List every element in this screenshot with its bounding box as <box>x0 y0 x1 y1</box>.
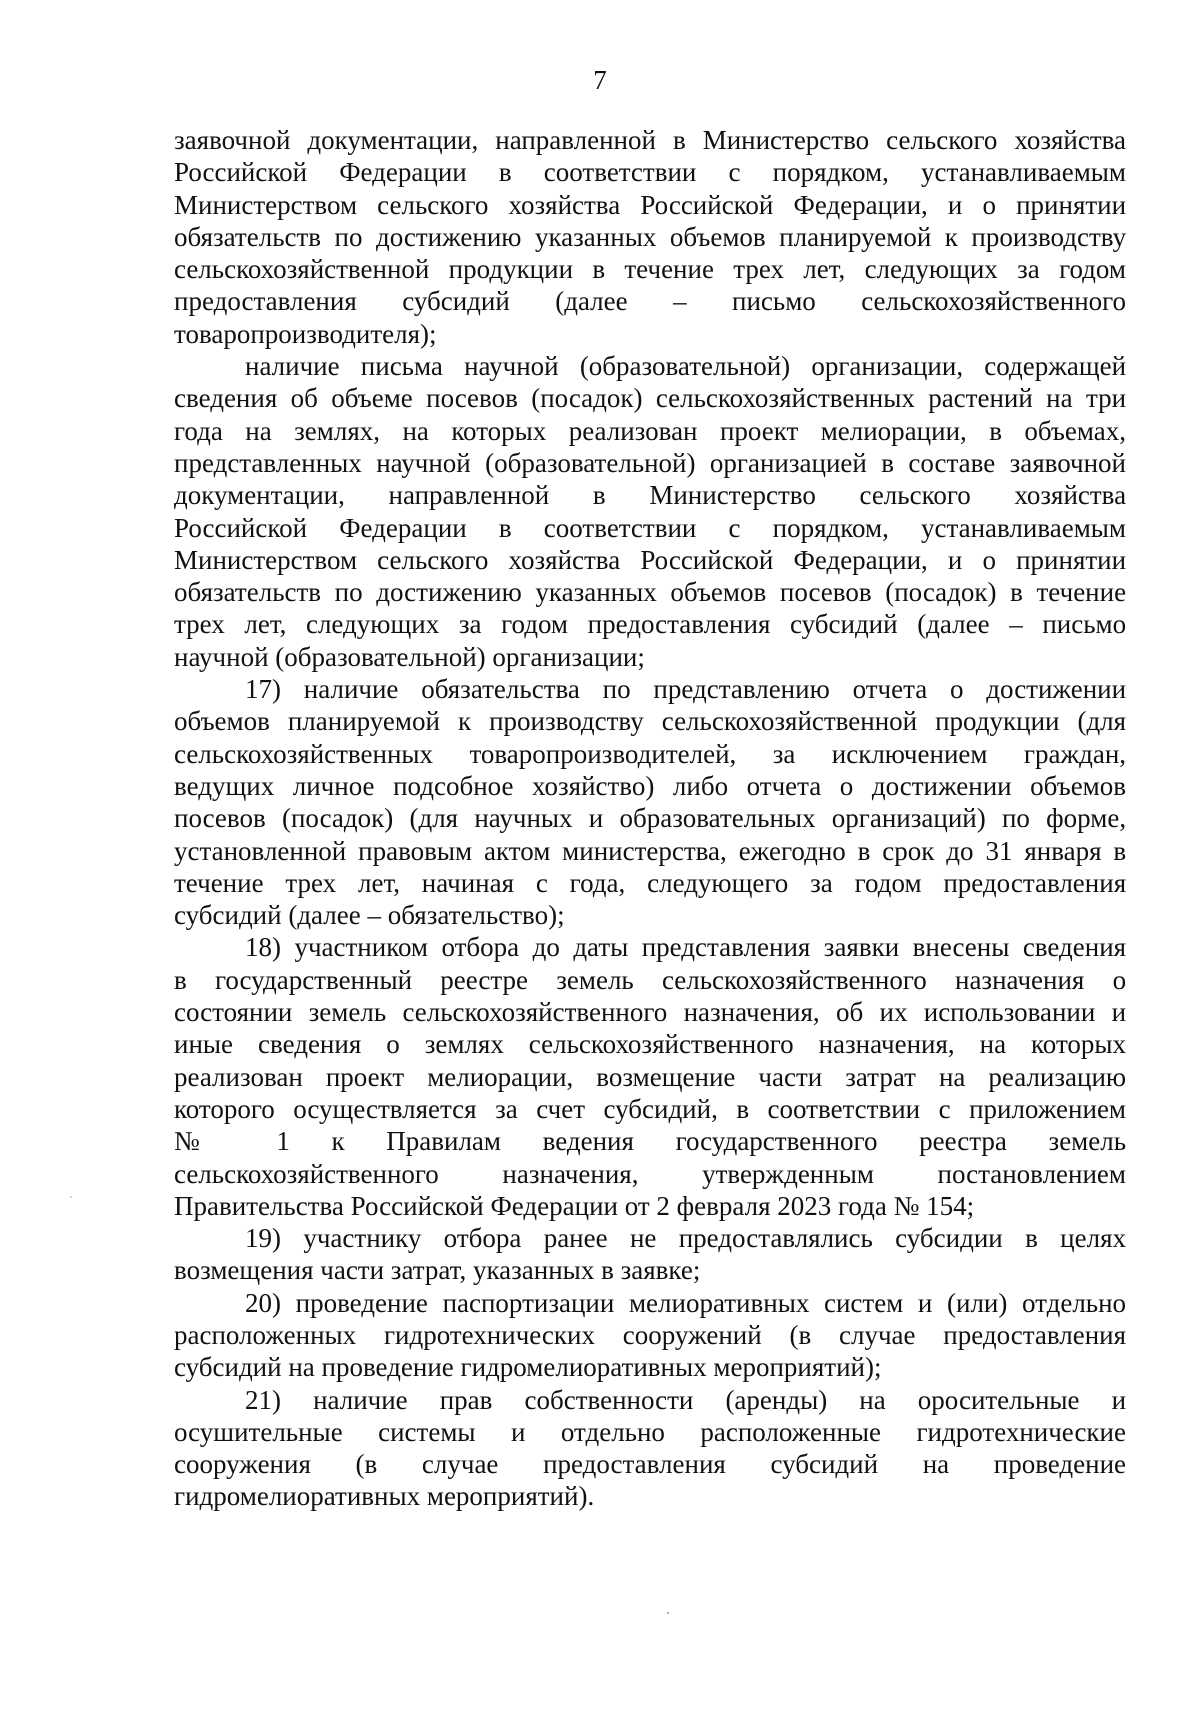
paragraph-item-17 <box>174 673 1126 931</box>
scan-speck <box>70 1196 72 1198</box>
text-line: товаропроизводителя); <box>174 318 437 349</box>
text-line: документации, направленной в Министерство сельского хозяйства <box>174 480 1127 511</box>
text-line: Российской Федерации в соответствии с порядком, устанавливаемым <box>174 157 1127 188</box>
text-line: 18) участником отбора до даты представления заявки внесены сведения <box>245 932 1127 963</box>
text-line: Министерством сельского хозяйства Российской Федерации, и о принятии <box>174 544 1127 575</box>
text-line: в государственный реестре земель сельскохозяйственного назначения о <box>174 964 1127 995</box>
text-line: сооружения (в случае предоставления субсидий на проведение <box>174 1449 1127 1480</box>
text-line: заявочной документации, направленной в Министерство сельского хозяйства <box>174 125 1127 155</box>
paragraph-continuation <box>174 124 1126 350</box>
text-line: посевов (посадок) (для научных и образовательных организаций) по форме, <box>174 803 1127 834</box>
text-line: обязательств по достижению указанных объемов посевов (посадок) в течение <box>174 577 1127 608</box>
text-line: иные сведения о землях сельскохозяйственного назначения, на которых <box>174 1029 1127 1060</box>
text-line: сельскохозяйственных товаропроизводителей, за исключением граждан, <box>174 738 1127 769</box>
text-line: 21) наличие прав собственности (аренды) на оросительные и <box>245 1384 1127 1415</box>
paragraph-item-20 <box>174 1287 1126 1384</box>
text-line: субсидий (далее – обязательство); <box>174 900 565 931</box>
text-line: Правительства Российской Федерации от 2 февраля 2023 года № 154; <box>174 1190 975 1221</box>
text-line: сельскохозяйственной продукции в течение трех лет, следующих за годом <box>174 254 1126 285</box>
text-line: обязательств по достижению указанных объемов планируемой к производству <box>174 221 1127 252</box>
text-line: предоставления субсидий (далее – письмо сельскохозяйственного <box>174 286 1127 317</box>
text-line: течение трех лет, начиная с года, следующего за годом предоставления <box>174 867 1127 898</box>
text-line: гидромелиоративных мероприятий). <box>174 1481 595 1512</box>
text-line: представленных научной (образовательной) организацией в составе заявочной <box>174 447 1126 478</box>
text-line: осушительные системы и отдельно расположенные гидротехнические <box>174 1416 1126 1447</box>
paragraph-scientific-letter <box>174 350 1126 673</box>
document-body <box>174 124 1126 1513</box>
text-line: возмещения части затрат, указанных в заявке; <box>174 1255 701 1286</box>
paragraph-item-18 <box>174 931 1126 1222</box>
page-number: 7 <box>593 65 607 95</box>
text-line: расположенных гидротехнических сооружений (в случае предоставления <box>174 1319 1127 1350</box>
text-line: 19) участнику отбора ранее не предоставлялись субсидии в целях <box>245 1223 1126 1254</box>
text-line: объемов планируемой к производству сельскохозяйственной продукции (для <box>174 706 1127 737</box>
text-line: сельскохозяйственного назначения, утвержденным постановлением <box>174 1158 1127 1189</box>
text-line: Министерством сельского хозяйства Российской Федерации, и о принятии <box>174 189 1127 220</box>
text-line: наличие письма научной (образовательной) организации, содержащей <box>245 351 1127 382</box>
text-line: № 1 к Правилам ведения государственного реестра земель <box>174 1126 1127 1157</box>
paragraph-item-21 <box>174 1384 1126 1513</box>
text-line: года на землях, на которых реализован проект мелиорации, в объемах, <box>174 415 1127 446</box>
text-line: реализован проект мелиорации, возмещение части затрат на реализацию <box>174 1061 1127 1092</box>
text-line: состоянии земель сельскохозяйственного назначения, об их использовании и <box>174 997 1127 1028</box>
text-line: трех лет, следующих за годом предоставления субсидий (далее – письмо <box>174 609 1127 640</box>
text-line: 17) наличие обязательства по представлению отчета о достижении <box>245 674 1127 705</box>
text-line: субсидий на проведение гидромелиоративных мероприятий); <box>174 1352 882 1383</box>
paragraph-item-19 <box>174 1222 1126 1287</box>
text-line: установленной правовым актом министерства, ежегодно в срок до 31 января в <box>174 835 1127 866</box>
scan-speck <box>667 1612 669 1614</box>
text-line: которого осуществляется за счет субсидий, в соответствии с приложением <box>174 1093 1127 1124</box>
text-line: сведения об объеме посевов (посадок) сельскохозяйственных растений на три <box>174 383 1127 414</box>
text-line: научной (образовательной) организации; <box>174 641 645 672</box>
text-line: ведущих личное подсобное хозяйство) либо отчета о достижении объемов <box>174 770 1127 801</box>
text-line: 20) проведение паспортизации мелиоративных систем и (или) отдельно <box>245 1287 1127 1318</box>
text-line: Российской Федерации в соответствии с порядком, устанавливаемым <box>174 512 1127 543</box>
